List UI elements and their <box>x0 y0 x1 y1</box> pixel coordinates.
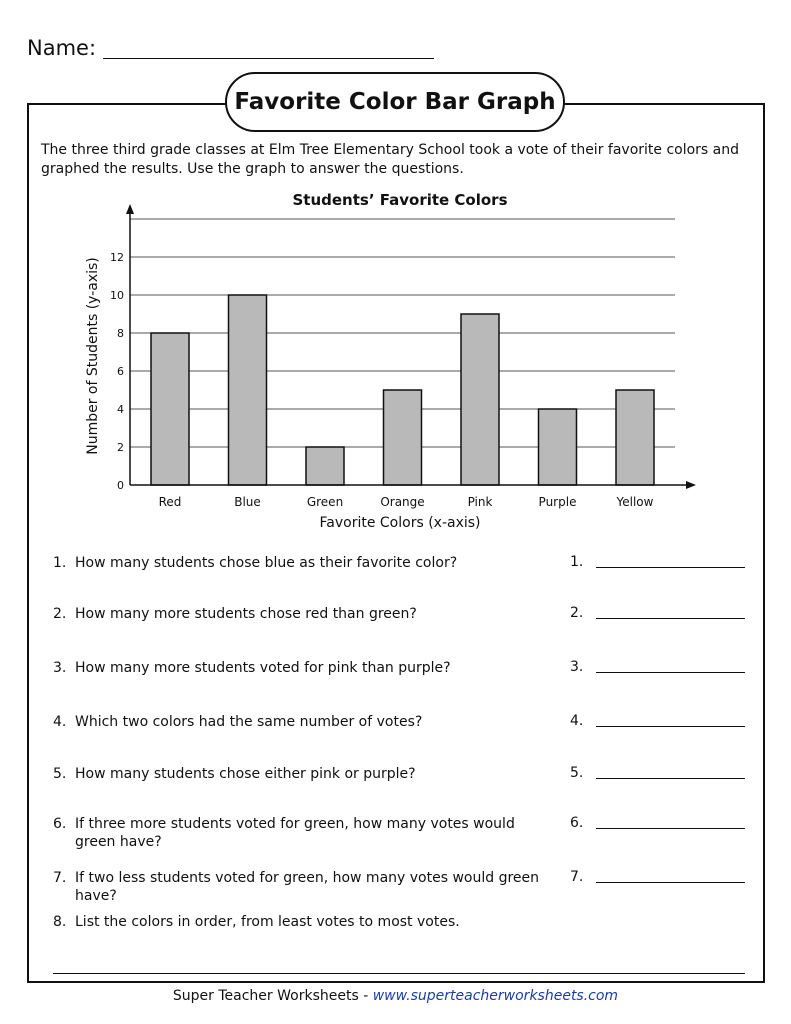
y-tick-label: 8 <box>117 327 124 340</box>
question-number: 6. <box>53 816 67 832</box>
x-axis-label: Favorite Colors (x-axis) <box>319 515 481 531</box>
question-text: How many students chose blue as their favorite color? <box>75 555 458 571</box>
question-8 <box>53 913 555 931</box>
question-7 <box>53 869 555 905</box>
footer-brand: Super Teacher Worksheets <box>172 988 359 1004</box>
question-3 <box>53 659 555 677</box>
bar-yellow <box>616 390 654 485</box>
x-tick-label: Purple <box>538 495 577 509</box>
bar-green <box>306 447 344 485</box>
question-text: If three more students voted for green, how many votes would green have? <box>75 816 515 850</box>
name-input-line[interactable] <box>103 58 434 59</box>
y-tick-label: 2 <box>117 441 124 454</box>
y-tick-label: 10 <box>110 289 124 302</box>
answer-line-8[interactable] <box>53 973 745 974</box>
chart-title: Students’ Favorite Colors <box>292 191 508 209</box>
x-tick-label: Yellow <box>616 495 654 509</box>
question-number: 1. <box>53 555 67 571</box>
worksheet-title: Favorite Color Bar Graph <box>225 72 565 132</box>
answer-line-3[interactable] <box>596 672 745 673</box>
y-tick-label: 0 <box>117 479 124 492</box>
question-text: Which two colors had the same number of votes? <box>75 714 423 730</box>
question-text: If two less students voted for green, how many votes would green have? <box>75 870 540 904</box>
y-tick-label: 6 <box>117 365 124 378</box>
answer-number-6: 6. <box>570 815 584 831</box>
question-4 <box>53 713 555 731</box>
answer-line-6[interactable] <box>596 828 745 829</box>
y-axis-label: Number of Students (y-axis) <box>85 257 101 455</box>
x-axis-arrow-icon <box>686 481 696 489</box>
x-tick-label: Red <box>158 495 182 509</box>
question-6 <box>53 815 555 851</box>
answer-number-5: 5. <box>570 765 584 781</box>
question-text: How many students chose either pink or purple? <box>75 766 416 782</box>
answer-number-7: 7. <box>570 869 584 885</box>
x-tick-label: Pink <box>467 495 493 509</box>
question-number: 4. <box>53 714 67 730</box>
question-text: How many more students voted for pink than purple? <box>75 660 451 676</box>
bar-chart <box>70 188 710 534</box>
bar-orange <box>384 390 422 485</box>
bar-pink <box>461 314 499 485</box>
question-number: 5. <box>53 766 67 782</box>
answer-number-3: 3. <box>570 659 584 675</box>
y-tick-label: 12 <box>110 251 124 264</box>
question-number: 3. <box>53 660 67 676</box>
answer-number-2: 2. <box>570 605 584 621</box>
question-number: 2. <box>53 606 67 622</box>
answer-line-4[interactable] <box>596 726 745 727</box>
x-tick-label: Green <box>306 495 344 509</box>
y-axis-arrow-icon <box>126 204 134 214</box>
question-number: 7. <box>53 870 67 886</box>
answer-line-1[interactable] <box>596 567 745 568</box>
footer-url-link[interactable]: www.superteacherworksheets.com <box>372 988 619 1004</box>
question-1 <box>53 554 555 572</box>
answer-line-5[interactable] <box>596 778 745 779</box>
question-5 <box>53 765 555 783</box>
answer-number-4: 4. <box>570 713 584 729</box>
intro-text: The three third grade classes at Elm Tree Elementary School took a vote of their favorite colors and graphed the results. Use the graph to answer the questions. <box>41 142 740 177</box>
answer-line-2[interactable] <box>596 618 745 619</box>
footer <box>0 988 791 1004</box>
question-text: List the colors in order, from least votes to most votes. <box>75 914 460 930</box>
question-text: How many more students chose red than green? <box>75 606 417 622</box>
bar-red <box>151 333 189 485</box>
x-tick-label: Orange <box>380 495 425 509</box>
y-tick-label: 4 <box>117 403 124 416</box>
answer-number-1: 1. <box>570 554 584 570</box>
bar-blue <box>229 295 267 485</box>
footer-separator: - <box>358 988 373 1004</box>
bar-purple <box>539 409 577 485</box>
answer-line-7[interactable] <box>596 882 745 883</box>
x-tick-label: Blue <box>234 495 261 509</box>
question-number: 8. <box>53 914 67 930</box>
question-2 <box>53 605 555 623</box>
name-label: Name: <box>27 36 97 60</box>
